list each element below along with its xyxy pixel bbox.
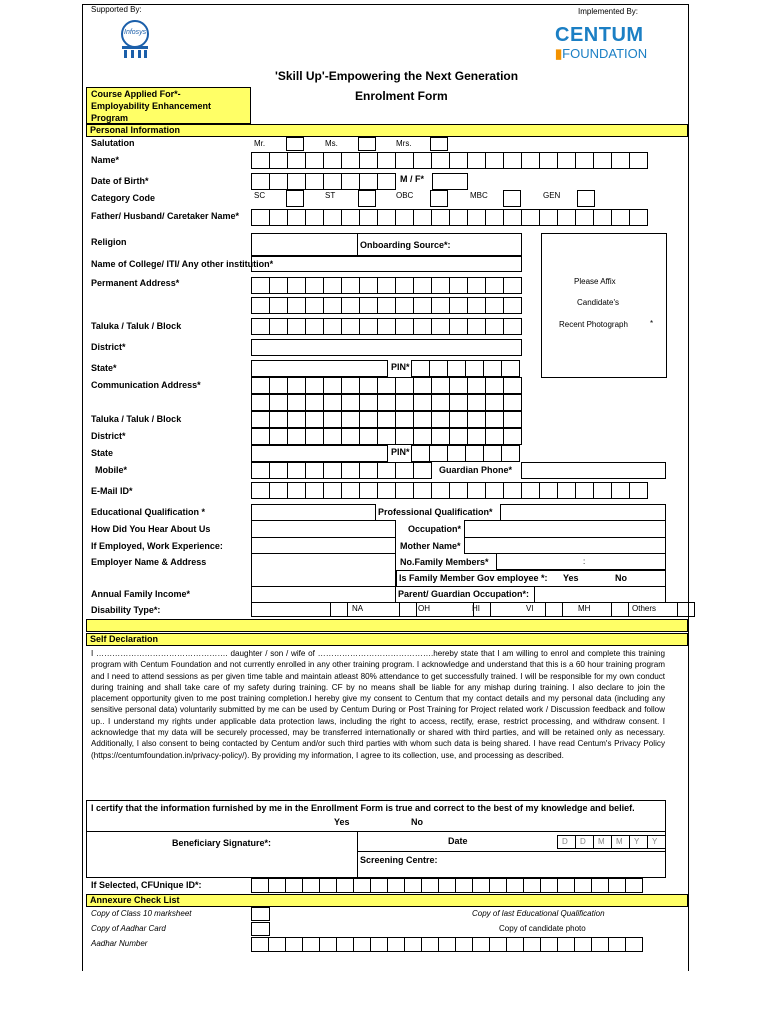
edu-label: Educational Qualification * bbox=[91, 507, 206, 517]
income-label: Annual Family Income* bbox=[91, 589, 191, 599]
mr-checkbox[interactable] bbox=[286, 137, 303, 151]
disability-mh: MH bbox=[578, 604, 591, 613]
ms-checkbox[interactable] bbox=[358, 137, 375, 151]
st-label: ST bbox=[325, 191, 336, 200]
parent-occupation-label: Parent/ Guardian Occupation*: bbox=[398, 589, 530, 599]
employer-input[interactable] bbox=[251, 553, 396, 587]
date-box-y1: Y bbox=[634, 837, 640, 846]
email-input[interactable] bbox=[251, 482, 647, 499]
taluka-input-2[interactable] bbox=[251, 411, 521, 428]
religion-label: Religion bbox=[91, 237, 127, 247]
district-input-1[interactable] bbox=[251, 339, 522, 356]
st-checkbox[interactable] bbox=[358, 190, 375, 207]
declaration-text: I …………………………………………. daughter / son / wife of …………………………………….hereby state that I am willing to enrol and complete this training program with Centum Foundation and not currently enrolled in any other training program. I acknowledge and understand that this is a 60 hour training program and I need to attend sessions as per given time table and maintain atleast 80% attendance to get successfully trained. I will be responsible for my own conduct during training and shall take care of my safety during training. CF by no means shall be liable for any mishap during training. I also declare to join the placement opportunity given to me post training completion.I hereby give my consent to Centum that my contact details and my personal data (including any sensitive personal data) voluntarily submitted by me can be used by Centum During or Post Training for Project related work / Discussion feedback and follow up.. I understand my rights under applicable data protection laws, including the right to access, rectify, erase, restrict processing, and withdraw consent. I acknowledge that my data will be securely processed, may be transferred internationally or shared with third parties, and will be retained only as necessary. Additionally, I also consent to being contacted by Centum and/or such third parties with whom such data is being shared. I have read Centum's Privacy Policy (https://centumfoundation.in/privacy-policy/). By providing my information, I agree to its collection, use, and processing as described. bbox=[91, 649, 665, 760]
annexure-aadhar-card: Copy of Aadhar Card bbox=[91, 924, 166, 933]
state-input-1[interactable] bbox=[251, 360, 388, 377]
gen-label: GEN bbox=[543, 191, 561, 200]
divider bbox=[357, 851, 666, 852]
state-label-2: State bbox=[91, 448, 114, 458]
mr-label: Mr. bbox=[254, 139, 266, 148]
infosys-logo-text: Infosys bbox=[124, 29, 147, 36]
name-label: Name* bbox=[91, 155, 120, 165]
mother-label: Mother Name* bbox=[400, 541, 461, 551]
photo-box[interactable] bbox=[541, 233, 667, 378]
family-members-colon: : bbox=[583, 557, 586, 566]
date-box-d2: D bbox=[580, 837, 586, 846]
employed-input[interactable] bbox=[251, 537, 396, 554]
district-label-2: District* bbox=[91, 431, 126, 441]
gender-input[interactable] bbox=[432, 173, 467, 190]
implemented-by-label: Implemented By: bbox=[578, 7, 639, 16]
pin-label-2: PIN* bbox=[391, 447, 410, 457]
gov-employee-yes[interactable]: Yes bbox=[563, 573, 579, 583]
infosys-logo-icon bbox=[112, 16, 158, 62]
signature-label: Beneficiary Signature*: bbox=[172, 838, 272, 848]
course-box bbox=[86, 87, 251, 124]
communication-address-line1[interactable] bbox=[251, 377, 521, 394]
gen-checkbox[interactable] bbox=[577, 190, 594, 207]
date-label: Date bbox=[448, 836, 468, 846]
communication-address-line2[interactable] bbox=[251, 394, 521, 411]
salutation-label: Salutation bbox=[91, 138, 135, 148]
centum-bars-icon: ▮ bbox=[555, 46, 563, 61]
course-value-1: Employability Enhancement bbox=[91, 101, 212, 111]
screening-label: Screening Centre: bbox=[360, 855, 438, 865]
employed-label: If Employed, Work Experience: bbox=[91, 541, 223, 551]
mrs-label: Mrs. bbox=[396, 139, 412, 148]
category-label: Category Code bbox=[91, 193, 156, 203]
ms-label: Ms. bbox=[325, 139, 338, 148]
obc-label: OBC bbox=[396, 191, 414, 200]
date-box-d1: D bbox=[562, 837, 568, 846]
cf-id-label: If Selected, CFUnique ID*: bbox=[91, 880, 202, 890]
taluka-input-1[interactable] bbox=[251, 318, 521, 335]
photo-required-star: * bbox=[650, 319, 654, 328]
occupation-label: Occupation* bbox=[408, 524, 462, 534]
email-label: E-Mail ID* bbox=[91, 486, 133, 496]
certify-text: I certify that the information furnished by me in the Enrollment Form is true and correct to the best of my knowledge and belief. bbox=[91, 803, 635, 813]
date-box-m1: M bbox=[598, 837, 605, 846]
college-input[interactable] bbox=[251, 256, 522, 272]
annexure-class10: Copy of Class 10 marksheet bbox=[91, 909, 192, 918]
mobile-label: Mobile* bbox=[95, 465, 128, 475]
college-label: Name of College/ ITI/ Any other institution* bbox=[91, 259, 274, 269]
spacer-bar bbox=[86, 619, 688, 632]
form-title: 'Skill Up'-Empowering the Next Generation bbox=[275, 69, 519, 83]
pin-input-2[interactable] bbox=[411, 445, 519, 462]
photo-text-1: Please Affix bbox=[574, 277, 616, 286]
annexure-last-edu: Copy of last Educational Qualification bbox=[472, 909, 605, 918]
disability-hi: HI bbox=[472, 604, 480, 613]
photo-text-2: Candidate's bbox=[577, 298, 619, 307]
dob-input[interactable] bbox=[251, 173, 395, 190]
communication-address-label: Communication Address* bbox=[91, 380, 201, 390]
hear-label: How Did You Hear About Us bbox=[91, 524, 211, 534]
sc-label: SC bbox=[254, 191, 266, 200]
gov-employee-label: Is Family Member Gov employee *: bbox=[399, 573, 548, 583]
pin-label-1: PIN* bbox=[391, 362, 410, 372]
certify-no[interactable]: No bbox=[411, 817, 423, 827]
obc-checkbox[interactable] bbox=[430, 190, 447, 207]
father-label: Father/ Husband/ Caretaker Name* bbox=[91, 211, 240, 221]
mother-input[interactable] bbox=[464, 537, 666, 554]
disability-vi: VI bbox=[526, 604, 534, 613]
supported-by-label: Supported By: bbox=[91, 5, 142, 14]
father-input[interactable] bbox=[251, 209, 647, 226]
annexure-class10-checkbox[interactable] bbox=[251, 907, 269, 921]
mrs-checkbox[interactable] bbox=[430, 137, 447, 151]
prof-input[interactable] bbox=[500, 504, 666, 521]
family-members-label: No.Family Members* bbox=[400, 557, 489, 567]
centum-logo-bottom: ▮FOUNDATION bbox=[555, 46, 648, 61]
disability-na: NA bbox=[352, 604, 364, 613]
aadhar-number-input[interactable] bbox=[251, 937, 642, 952]
self-declaration-header: Self Declaration bbox=[86, 633, 688, 646]
religion-input[interactable] bbox=[251, 233, 358, 256]
district-label-1: District* bbox=[91, 342, 126, 352]
annexure-photo: Copy of candidate photo bbox=[499, 924, 586, 933]
personal-info-header: Personal Information bbox=[86, 124, 688, 137]
annexure-header: Annexure Check List bbox=[86, 894, 688, 907]
annexure-aadhar-checkbox[interactable] bbox=[251, 922, 269, 936]
mobile-input[interactable] bbox=[251, 462, 431, 479]
state-label-1: State* bbox=[91, 363, 117, 373]
employer-label: Employer Name & Address bbox=[91, 557, 207, 567]
permanent-address-line1[interactable] bbox=[251, 277, 521, 294]
guardian-phone-input[interactable] bbox=[521, 462, 666, 479]
cf-id-input[interactable] bbox=[251, 878, 642, 893]
photo-text-3: Recent Photograph bbox=[559, 320, 628, 329]
guardian-phone-label: Guardian Phone* bbox=[439, 465, 513, 475]
pin-input-1[interactable] bbox=[411, 360, 519, 377]
disability-others: Others bbox=[632, 604, 657, 613]
gov-employee-no[interactable]: No bbox=[615, 573, 627, 583]
parent-occupation-input[interactable] bbox=[534, 586, 666, 603]
date-input[interactable] bbox=[557, 835, 665, 849]
family-members-input[interactable] bbox=[496, 553, 666, 570]
sc-checkbox[interactable] bbox=[286, 190, 303, 207]
edu-input[interactable] bbox=[251, 504, 376, 521]
course-label: Course Applied For*- bbox=[91, 89, 181, 99]
infosys-foundation-logo bbox=[112, 16, 158, 62]
course-value-2: Program bbox=[91, 113, 129, 123]
onboarding-label: Onboarding Source*: bbox=[360, 240, 451, 250]
hear-input[interactable] bbox=[251, 520, 396, 538]
centum-logo-top: CENTUM bbox=[555, 24, 644, 46]
onboarding-input[interactable] bbox=[357, 233, 522, 256]
income-input[interactable] bbox=[251, 586, 396, 603]
prof-label: Professional Qualification* bbox=[378, 507, 493, 517]
state-input-2[interactable] bbox=[251, 445, 388, 462]
date-box-m2: M bbox=[616, 837, 623, 846]
occupation-input[interactable] bbox=[464, 520, 666, 538]
disability-oh: OH bbox=[418, 604, 430, 613]
permanent-address-label: Permanent Address* bbox=[91, 278, 180, 288]
taluka-label-2: Taluka / Taluk / Block bbox=[91, 414, 182, 424]
annexure-aadhar-number: Aadhar Number bbox=[91, 939, 148, 948]
gender-label: M / F* bbox=[400, 174, 424, 184]
permanent-address-line2[interactable] bbox=[251, 297, 521, 314]
date-box-y2: Y bbox=[652, 837, 658, 846]
district-input-2[interactable] bbox=[251, 428, 521, 445]
name-input[interactable] bbox=[251, 152, 647, 169]
gov-employee-row[interactable] bbox=[396, 570, 666, 587]
centum-foundation-logo bbox=[555, 24, 665, 62]
taluka-label-1: Taluka / Taluk / Block bbox=[91, 321, 182, 331]
mbc-label: MBC bbox=[470, 191, 488, 200]
disability-label: Disability Type*: bbox=[91, 605, 161, 615]
form-subtitle: Enrolment Form bbox=[355, 89, 448, 103]
dob-label: Date of Birth* bbox=[91, 176, 149, 186]
mbc-checkbox[interactable] bbox=[503, 190, 520, 207]
certify-yes[interactable]: Yes bbox=[334, 817, 350, 827]
